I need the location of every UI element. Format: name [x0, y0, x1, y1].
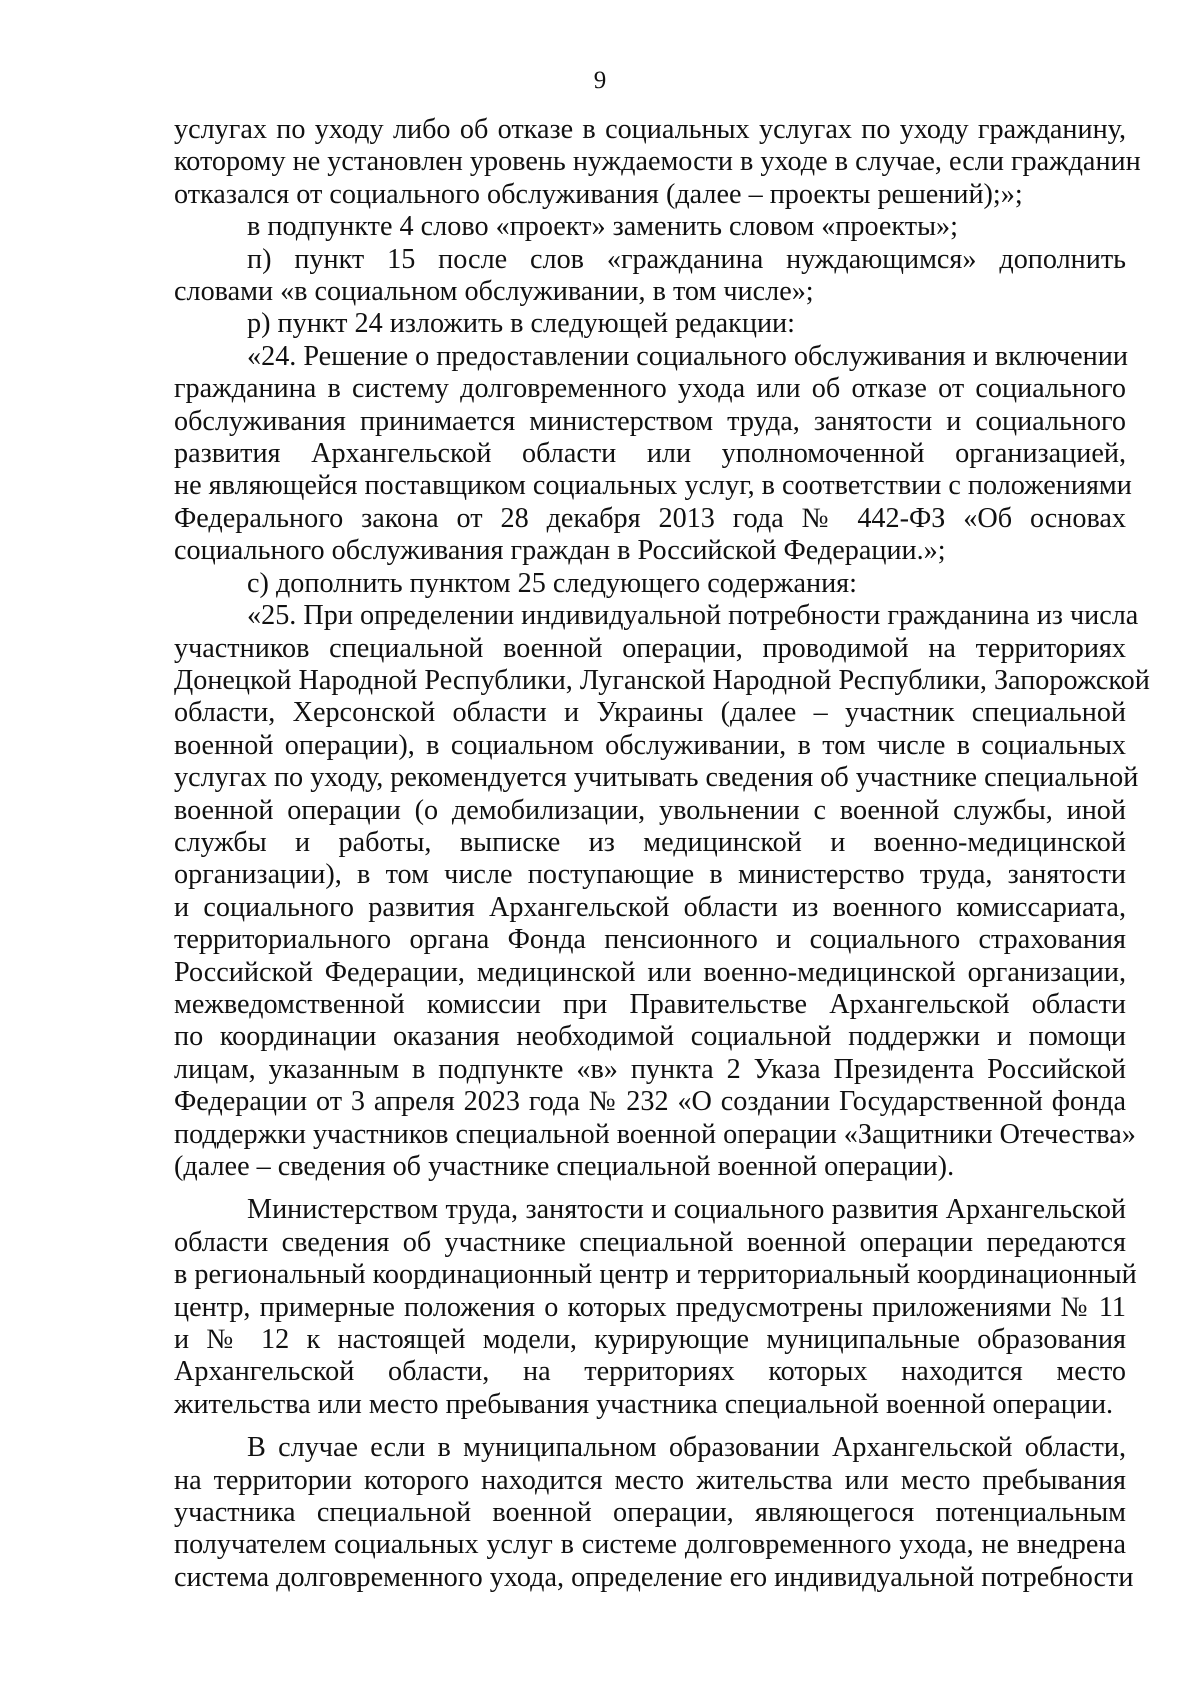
paragraph	[174, 340, 1132, 568]
text-line: центр, примерные положения о которых предусмотрены приложениями № 11	[174, 1291, 1126, 1323]
text-line: организации), в том числе поступающие в министерство труда, занятости	[174, 859, 1126, 891]
text-line: Архангельской области, на территориях которых находится место	[174, 1356, 1126, 1388]
text-line: Федерального закона от 28 декабря 2013 года № 442-ФЗ «Об основах	[174, 502, 1126, 534]
text-line: р) пункт 24 изложить в следующей редакции:	[247, 308, 795, 340]
text-line: словами «в социальном обслуживании, в том числе»;	[174, 276, 814, 308]
text-line: военной операции), в социальном обслуживании, в том числе в социальных	[174, 729, 1126, 761]
text-line: службы и работы, выписке из медицинской и военно-медицинской	[174, 826, 1126, 858]
text-line: гражданина в систему долговременного ухода или об отказе от социального	[174, 373, 1126, 405]
text-line: развития Архангельской области или уполномоченной организацией,	[174, 438, 1126, 470]
text-line: услугах по уходу, рекомендуется учитывать сведения об участнике специальной	[174, 762, 1139, 794]
text-line: участника специальной военной операции, являющегося потенциальным	[174, 1497, 1126, 1529]
text-line: которому не установлен уровень нуждаемости в уходе в случае, если гражданин	[174, 146, 1141, 178]
paragraph	[174, 600, 1150, 1183]
text-line: с) дополнить пунктом 25 следующего содержания:	[247, 567, 857, 599]
text-line: по координации оказания необходимой социальной поддержки и помощи	[174, 1021, 1126, 1053]
text-line: лицам, указанным в подпункте «в» пункта 2 Указа Президента Российской	[174, 1053, 1126, 1085]
text-line: и социального развития Архангельской области из военного комиссариата,	[174, 891, 1126, 923]
text-line: услугах по уходу либо об отказе в социальных услугах по уходу гражданину,	[174, 114, 1126, 145]
text-line: в подпункте 4 слово «проект» заменить словом «проекты»;	[247, 211, 958, 243]
text-line: территориального органа Фонда пенсионного и социального страхования	[174, 924, 1126, 956]
text-line: участников специальной военной операции, проводимой на территориях	[174, 632, 1126, 664]
paragraph	[174, 568, 1126, 600]
text-line: обслуживания принимается министерством труда, занятости и социального	[174, 405, 1126, 437]
text-line: области сведения об участнике специальной военной операции передаются	[174, 1226, 1126, 1258]
text-line: военной операции (о демобилизации, увольнении с военной службы, иной	[174, 794, 1126, 826]
text-line: не являющейся поставщиком социальных услуг, в соответствии с положениями	[174, 470, 1132, 502]
text-line: система долговременного ухода, определение его индивидуальной потребности	[174, 1561, 1134, 1593]
paragraph	[174, 1194, 1137, 1421]
text-line: межведомственной комиссии при Правительстве Архангельской области	[174, 988, 1126, 1020]
text-line: Министерством труда, занятости и социального развития Архангельской	[247, 1194, 1126, 1226]
text-line: получателем социальных услуг в системе долговременного ухода, не внедрена	[174, 1529, 1126, 1561]
page-number: 9	[593, 67, 607, 94]
text-line: жительства или место пребывания участника специальной военной операции.	[174, 1388, 1114, 1420]
text-line: отказался от социального обслуживания (далее – проекты решений);»;	[174, 178, 1023, 210]
text-line: на территории которого находится место жительства или место пребывания	[174, 1464, 1126, 1496]
paragraph	[174, 114, 1141, 211]
text-line: Донецкой Народной Республики, Луганской Народной Республики, Запорожской	[174, 664, 1150, 696]
text-line: области, Херсонской области и Украины (далее – участник специальной	[174, 697, 1126, 729]
text-line: (далее – сведения об участнике специальной военной операции).	[174, 1151, 955, 1182]
text-line: Федерации от 3 апреля 2023 года № 232 «О создании Государственной фонда	[174, 1086, 1126, 1118]
text-line: п) пункт 15 после слов «гражданина нуждающимся» дополнить	[247, 243, 1126, 275]
paragraph	[174, 308, 1126, 340]
text-line: в региональный координационный центр и территориальный координационный	[174, 1259, 1137, 1291]
text-line: и № 12 к настоящей модели, курирующие муниципальные образования	[174, 1324, 1126, 1356]
text-line: поддержки участников специальной военной операции «Защитники Отечества»	[174, 1118, 1136, 1150]
paragraph	[174, 211, 1126, 243]
text-line: социального обслуживания граждан в Российской Федерации.»;	[174, 535, 946, 567]
paragraph	[174, 244, 1126, 309]
text-line: В случае если в муниципальном образовании Архангельской области,	[247, 1432, 1126, 1464]
text-line: «25. При определении индивидуальной потребности гражданина из числа	[247, 600, 1139, 632]
document-body	[174, 114, 1150, 1594]
text-line: Российской Федерации, медицинской или военно-медицинской организации,	[174, 956, 1126, 988]
paragraph	[174, 1432, 1134, 1594]
text-line: «24. Решение о предоставлении социального обслуживания и включении	[247, 340, 1128, 372]
